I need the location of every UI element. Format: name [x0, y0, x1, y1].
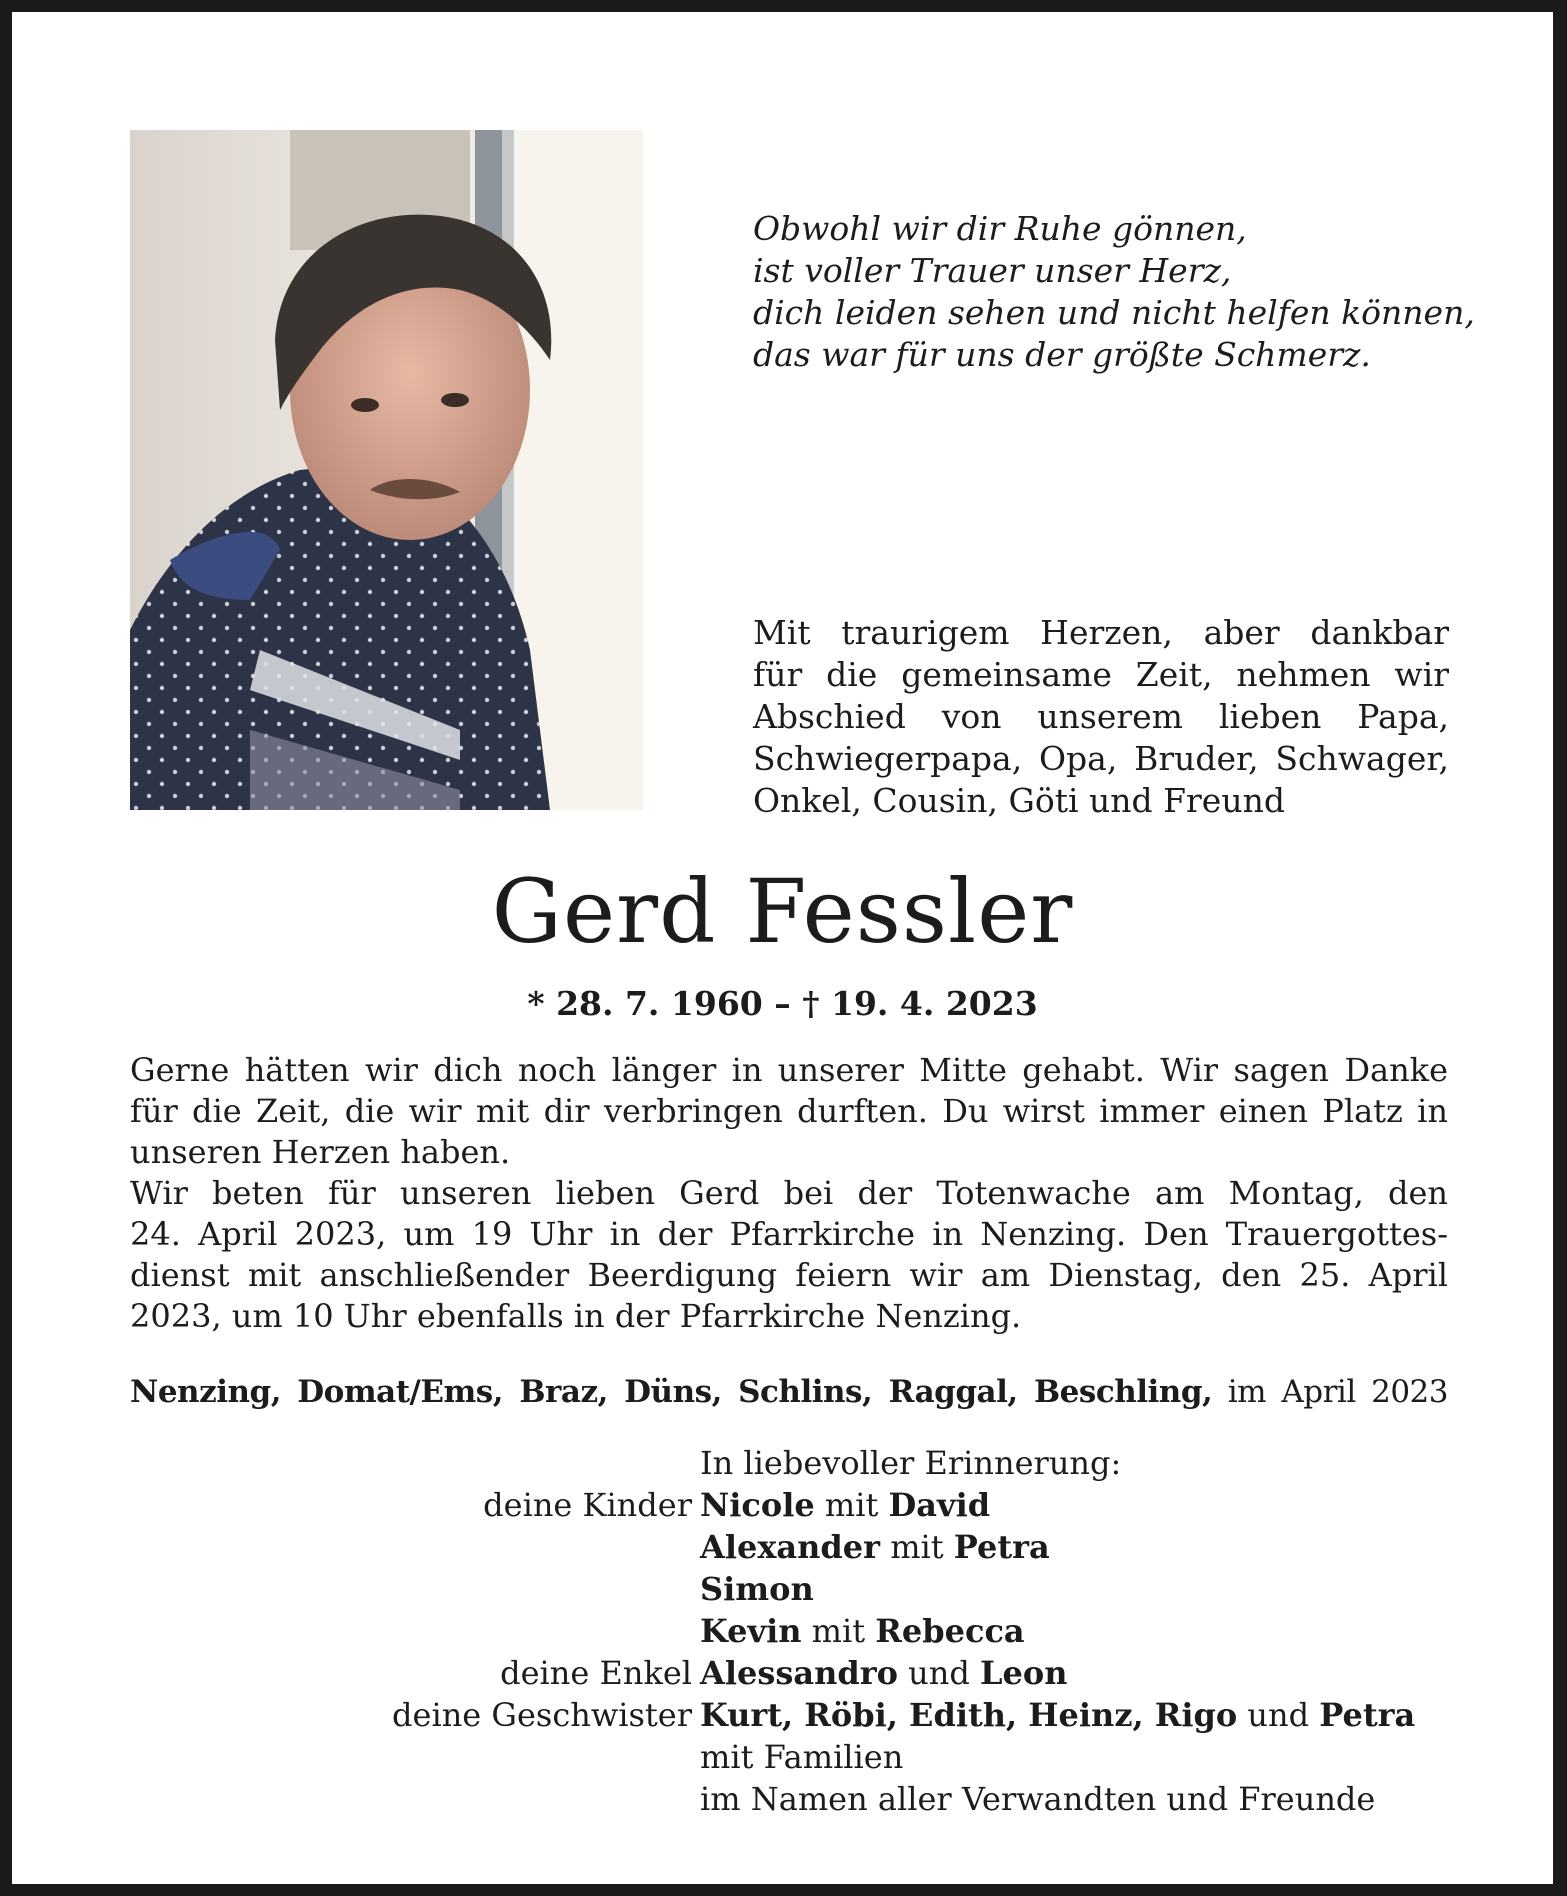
kinder-row: [12, 1526, 1553, 1568]
families-row: [12, 1736, 1553, 1778]
geschwister-row: [12, 1694, 1553, 1736]
deceased-name: Gerd Fessler: [491, 860, 1074, 963]
poem-line: dich leiden sehen und nicht helfen können,: [753, 293, 1475, 332]
intro-line: Abschied von unserem lieben Papa,: [753, 697, 1449, 736]
places-date: im April 2023: [1227, 1374, 1448, 1410]
body-line: dienst mit anschließender Beerdigung feiern wir am Dienstag, den 25. April: [130, 1256, 1448, 1294]
body-line: 24. April 2023, um 19 Uhr in der Pfarrkirche in Nenzing. Den Trauergottes-: [130, 1215, 1448, 1253]
kinder-entry: Kevin mit Rebecca: [700, 1612, 1025, 1650]
kinder-row: [12, 1568, 1553, 1610]
intro-line: Schwiegerpapa, Opa, Bruder, Schwager,: [753, 739, 1449, 778]
kinder-row: [12, 1484, 1553, 1526]
portrait-photo: [130, 130, 643, 810]
signoff: [12, 1442, 1553, 1820]
enkel-row: [12, 1652, 1553, 1694]
intro-line: für die gemeinsame Zeit, nehmen wir: [753, 655, 1449, 694]
life-dates: * 28. 7. 1960 – † 19. 4. 2023: [527, 984, 1038, 1023]
intro-line: Mit traurigem Herzen, aber dankbar: [753, 613, 1449, 652]
poem-verse: [753, 208, 1475, 376]
kinder-entry: Alexander mit Petra: [700, 1528, 1050, 1566]
signoff-heading-row: [12, 1442, 1553, 1484]
families-text: mit Familien: [700, 1738, 904, 1776]
poem-line: das war für uns der größte Schmerz.: [753, 335, 1371, 374]
places-line: [130, 1372, 1448, 1412]
intro-paragraph: [753, 612, 1449, 822]
places-towns: Nenzing, Domat/Ems, Braz, Düns, Schlins, Raggal, Beschling,: [130, 1374, 1213, 1410]
enkel-entry: Alessandro und Leon: [700, 1654, 1068, 1692]
closing-row: [12, 1778, 1553, 1820]
signoff-heading: In liebevoller Erinnerung:: [700, 1444, 1122, 1482]
body-line: 2023, um 10 Uhr ebenfalls in der Pfarrkirche Nenzing.: [130, 1297, 1022, 1335]
kinder-row: [12, 1610, 1553, 1652]
kinder-label: deine Kinder: [483, 1486, 692, 1524]
closing-text: im Namen aller Verwandten und Freunde: [700, 1780, 1376, 1818]
poem-line: Obwohl wir dir Ruhe gönnen,: [753, 209, 1247, 248]
obituary-page: [12, 12, 1553, 1884]
kinder-entry: Simon: [700, 1570, 814, 1608]
enkel-label: deine Enkel: [500, 1654, 692, 1692]
kinder-entry: Nicole mit David: [700, 1486, 991, 1524]
geschwister-entry: Kurt, Röbi, Edith, Heinz, Rigo und Petra: [700, 1696, 1416, 1734]
body-line: unseren Herzen haben.: [130, 1133, 511, 1171]
geschwister-label: deine Geschwister: [392, 1696, 692, 1734]
body-line: Wir beten für unseren lieben Gerd bei der Totenwache am Montag, den: [130, 1174, 1448, 1212]
body-line: für die Zeit, die wir mit dir verbringen durften. Du wirst immer einen Platz in: [130, 1092, 1448, 1130]
body-line: Gerne hätten wir dich noch länger in unserer Mitte gehabt. Wir sagen Danke: [130, 1051, 1448, 1089]
body-text: [130, 1050, 1448, 1337]
intro-line: Onkel, Cousin, Göti und Freund: [753, 781, 1285, 820]
poem-line: ist voller Trauer unser Herz,: [753, 251, 1232, 290]
portrait-image: [130, 130, 643, 810]
